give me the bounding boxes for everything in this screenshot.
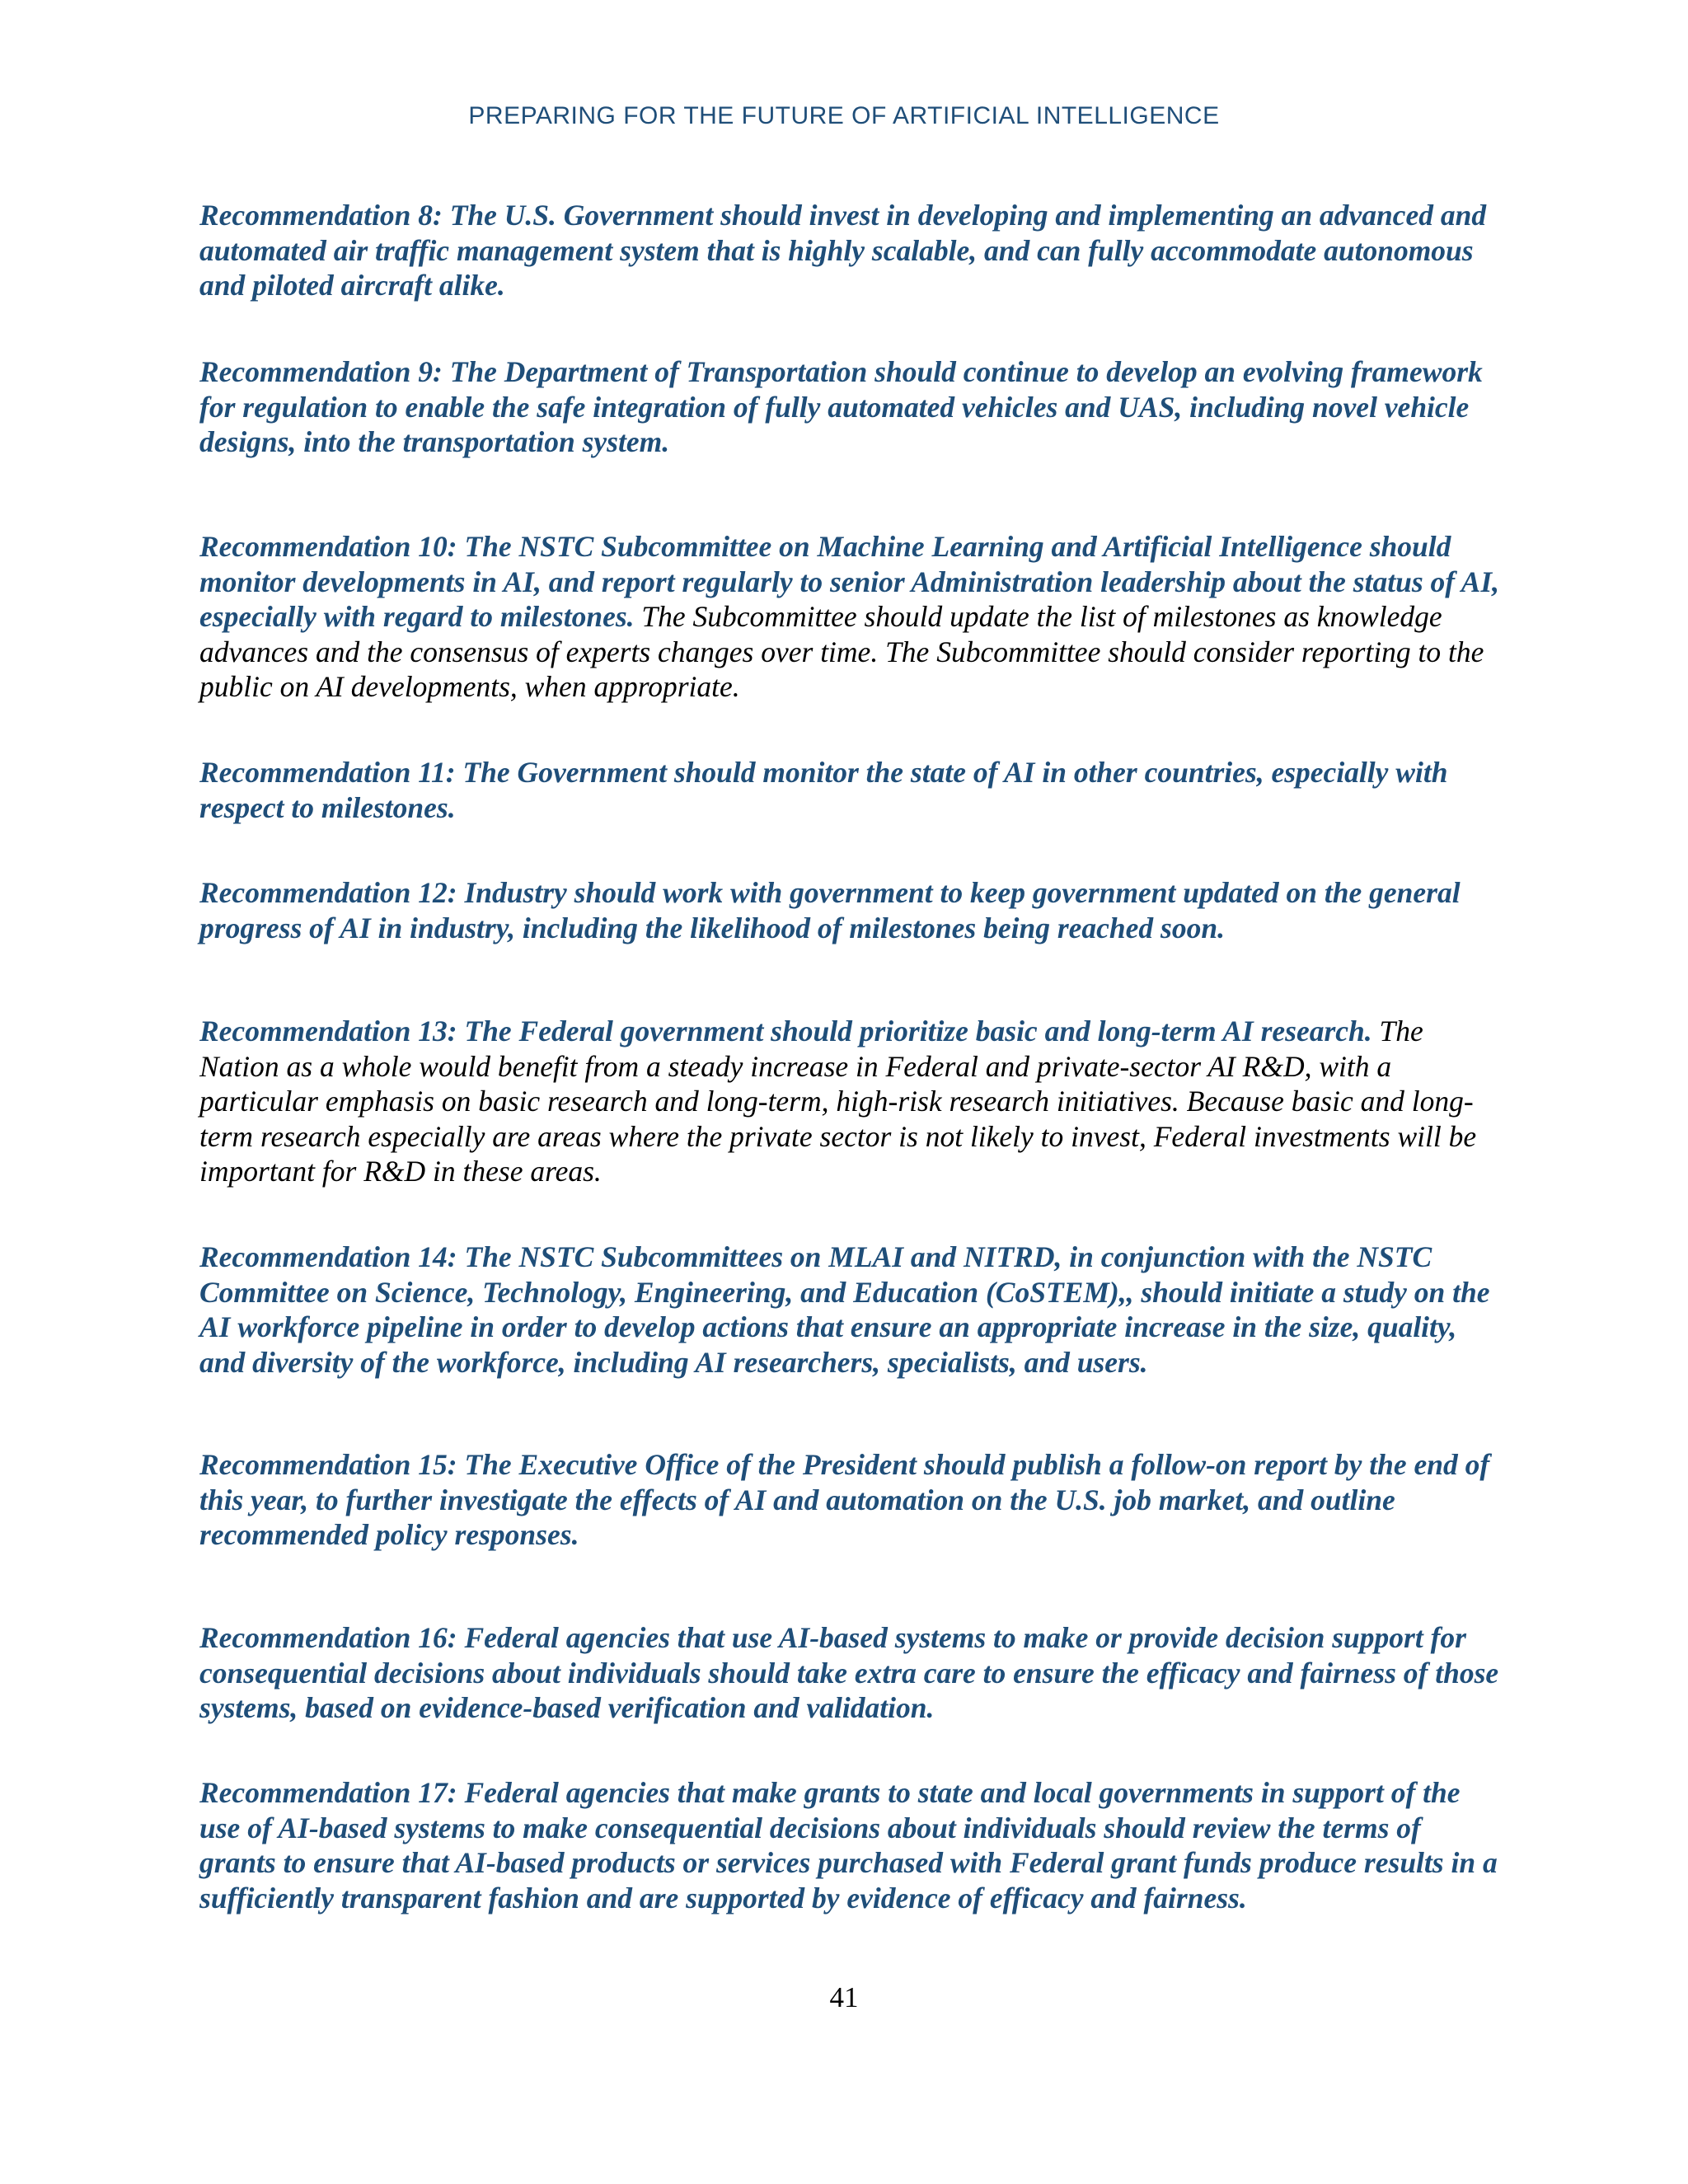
recommendation-9	[199, 354, 1502, 460]
recommendation-17-heading: Recommendation 17: Federal agencies that make grants to state and local governments in support of the use of AI-based systems to make consequential decisions about individuals should review the terms of grants to ensure that AI-based products or services purchased with Federal grant funds produce results in a sufficiently transparent fashion and are supported by evidence of efficacy and fairness.	[199, 1776, 1498, 1915]
recommendation-10-heading: Recommendation 10: The NSTC Subcommittee on Machine Learning and Artificial Intelligence should monitor developments in AI, and report regularly to senior Administration leadership about the status of AI, especially with regard to milestones.	[199, 530, 1500, 633]
recommendation-16	[199, 1620, 1502, 1726]
recommendation-12-heading: Recommendation 12: Industry should work with government to keep government updated on the general progress of AI in industry, including the likelihood of milestones being reached soon.	[199, 876, 1461, 944]
recommendation-13-body: The Nation as a whole would benefit from a steady increase in Federal and private-sector AI R&D, with a particular emphasis on basic research and long-term, high-risk research initiatives. Because basic and long-term research especially are areas where the private sector is not likely to invest, Federal investments will be important for R&D in these areas.	[199, 1015, 1477, 1188]
recommendation-15	[199, 1447, 1502, 1553]
running-header: PREPARING FOR THE FUTURE OF ARTIFICIAL INTELLIGENCE	[468, 102, 1220, 129]
recommendation-13-heading: Recommendation 13: The Federal government should prioritize basic and long-term AI research.	[199, 1015, 1372, 1047]
recommendation-10	[199, 529, 1502, 705]
recommendation-17	[199, 1775, 1502, 1915]
page-number: 41	[829, 1981, 859, 2013]
recommendation-14-heading: Recommendation 14: The NSTC Subcommittees on MLAI and NITRD, in conjunction with the NSTC Committee on Science, Technology, Engineering, and Education (CoSTEM),, should initiate a study on the AI workforce pipeline in order to develop actions that ensure an appropriate increase in the size, quality, and diversity of the workforce, including AI researchers, specialists, and users.	[199, 1240, 1490, 1379]
recommendation-9-heading: Recommendation 9: The Department of Transportation should continue to develop an evolving framework for regulation to enable the safe integration of fully automated vehicles and UAS, including novel vehicle designs, into the transportation system.	[199, 355, 1483, 458]
recommendation-14	[199, 1240, 1502, 1380]
recommendation-8	[199, 198, 1502, 303]
recommendation-11-heading: Recommendation 11: The Government should monitor the state of AI in other countries, especially with respect to milestones.	[199, 756, 1448, 824]
recommendation-11	[199, 755, 1502, 825]
recommendation-15-heading: Recommendation 15: The Executive Office of the President should publish a follow-on report by the end of this year, to further investigate the effects of AI and automation on the U.S. job market, and outline recommended policy responses.	[199, 1448, 1490, 1551]
recommendation-12	[199, 875, 1502, 945]
recommendation-10-body: The Subcommittee should update the list of milestones as knowledge advances and the consensus of experts changes over time. The Subcommittee should consider reporting to the public on AI developments, when appropriate.	[199, 600, 1484, 703]
recommendation-13	[199, 1014, 1502, 1189]
recommendation-16-heading: Recommendation 16: Federal agencies that use AI-based systems to make or provide decision support for consequential decisions about individuals should take extra care to ensure the efficacy and fairness of those systems, based on evidence-based verification and validation.	[199, 1621, 1499, 1724]
recommendation-8-heading: Recommendation 8: The U.S. Government should invest in developing and implementing an advanced and automated air traffic management system that is highly scalable, and can fully accommodate autonomous and piloted aircraft alike.	[199, 199, 1487, 302]
